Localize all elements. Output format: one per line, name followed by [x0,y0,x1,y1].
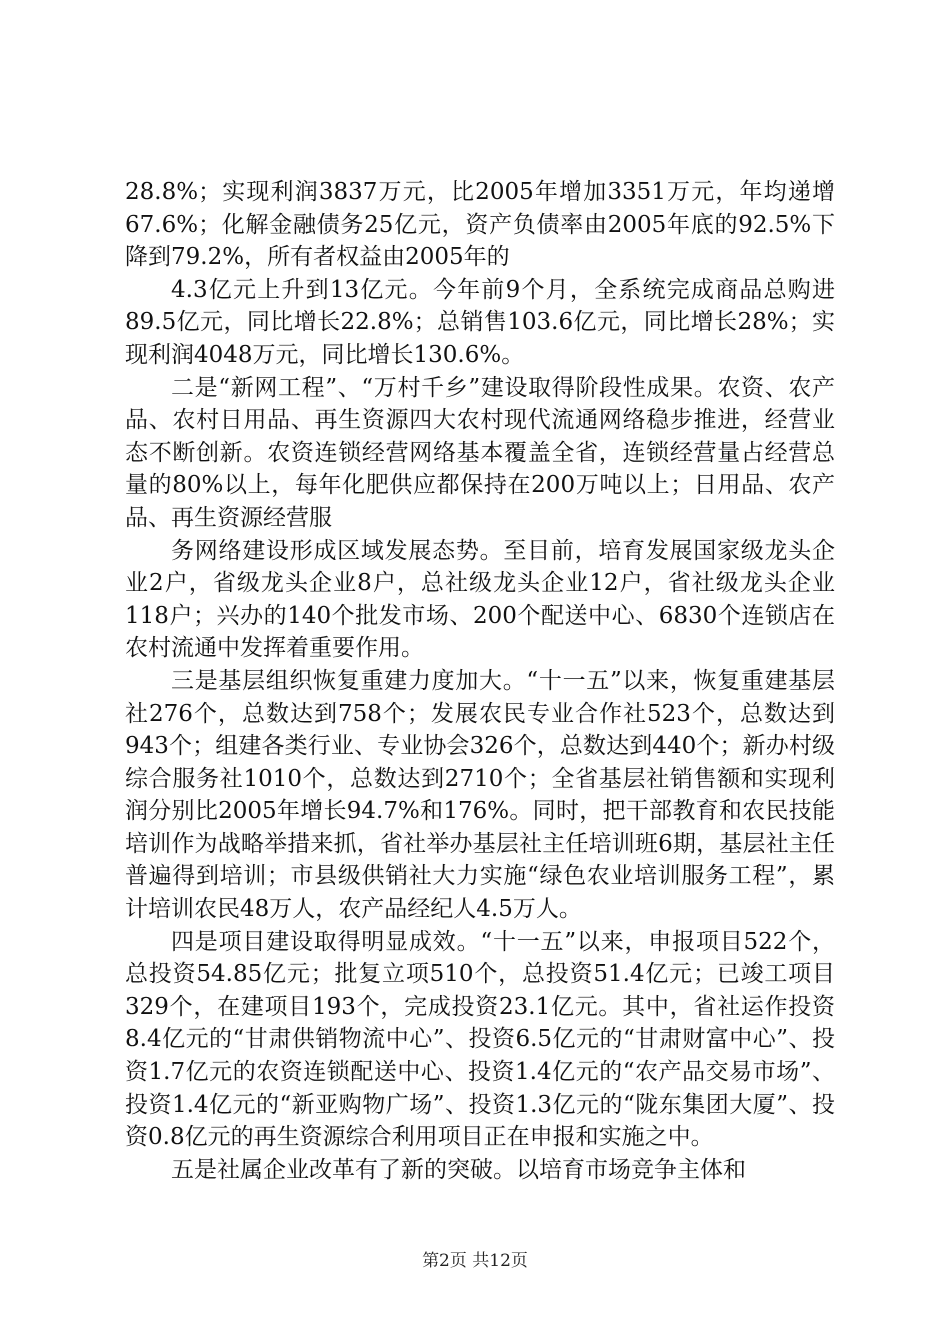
paragraph-grassroots-organization: 三是基层组织恢复重建力度加大。“十一五”以来，恢复重建基层社276个，总数达到758个；发展农民专业合作社523个，总数达到943个；组建各类行业、专业协会326个，总数达到440个；新办村级综合服务社1010个，总数达到2710个；全省基层社销售额和实现利润分别比2005年增长94.7%和176%。同时，把干部教育和农民技能培训作为战略举措来抓，省社举办基层社主任培训班6期，基层社主任普遍得到培训；市县级供销社大力实施“绿色农业培训服务工程”，累计培训农民48万人，农产品经纪人4.5万人。 [125,667,835,923]
page-number-footer: 第2页 共12页 [422,1251,528,1271]
document-body [125,176,835,1186]
paragraph-network-project: 二是“新网工程”、“万村千乡”建设取得阶段性成果。农资、农产品、农村日用品、再生资源四大农村现代流通网络稳步推进，经营业态不断创新。农资连锁经营网络基本覆盖全省，连锁经营量占经营总量的80%以上，每年化肥供应都保持在200万吨以上；日用品、农产品、再生资源经营服 [125,374,835,531]
paragraph-enterprise-reform: 五是社属企业改革有了新的突破。以培育市场竞争主体和 [171,1156,746,1183]
paragraph-network-service: 务网络建设形成区域发展态势。至目前，培育发展国家级龙头企业2户，省级龙头企业8户，总社级龙头企业12户，省社级龙头企业118户；兴办的140个批发市场、200个配送中心、6830个连锁店在农村流通中发挥着重要作用。 [125,537,835,662]
paragraph-continuation: 28.8%；实现利润3837万元，比2005年增加3351万元，年均递增67.6%；化解金融债务25亿元，资产负债率由2005年底的92.5%下降到79.2%，所有者权益由2005年的 [125,179,835,271]
paragraph-project-construction: 四是项目建设取得明显成效。“十一五”以来，申报项目522个，总投资54.85亿元；批复立项510个，总投资51.4亿元；已竣工项目329个，在建项目193个，完成投资23.1亿元。其中，省社运作投资8.4亿元的“甘肃供销物流中心”、投资6.5亿元的“甘肃财富中心”、投资1.7亿元的农资连锁配送中心、投资1.4亿元的“农产品交易市场”、投资1.4亿元的“新亚购物广场”、投资1.3亿元的“陇东集团大厦”、投资0.8亿元的再生资源综合利用项目正在申报和实施之中。 [125,928,835,1151]
paragraph-equity-figures: 4.3亿元上升到13亿元。今年前9个月，全系统完成商品总购进89.5亿元，同比增长22.8%；总销售103.6亿元，同比增长28%；实现利润4048万元，同比增长130.6%。 [125,276,835,368]
